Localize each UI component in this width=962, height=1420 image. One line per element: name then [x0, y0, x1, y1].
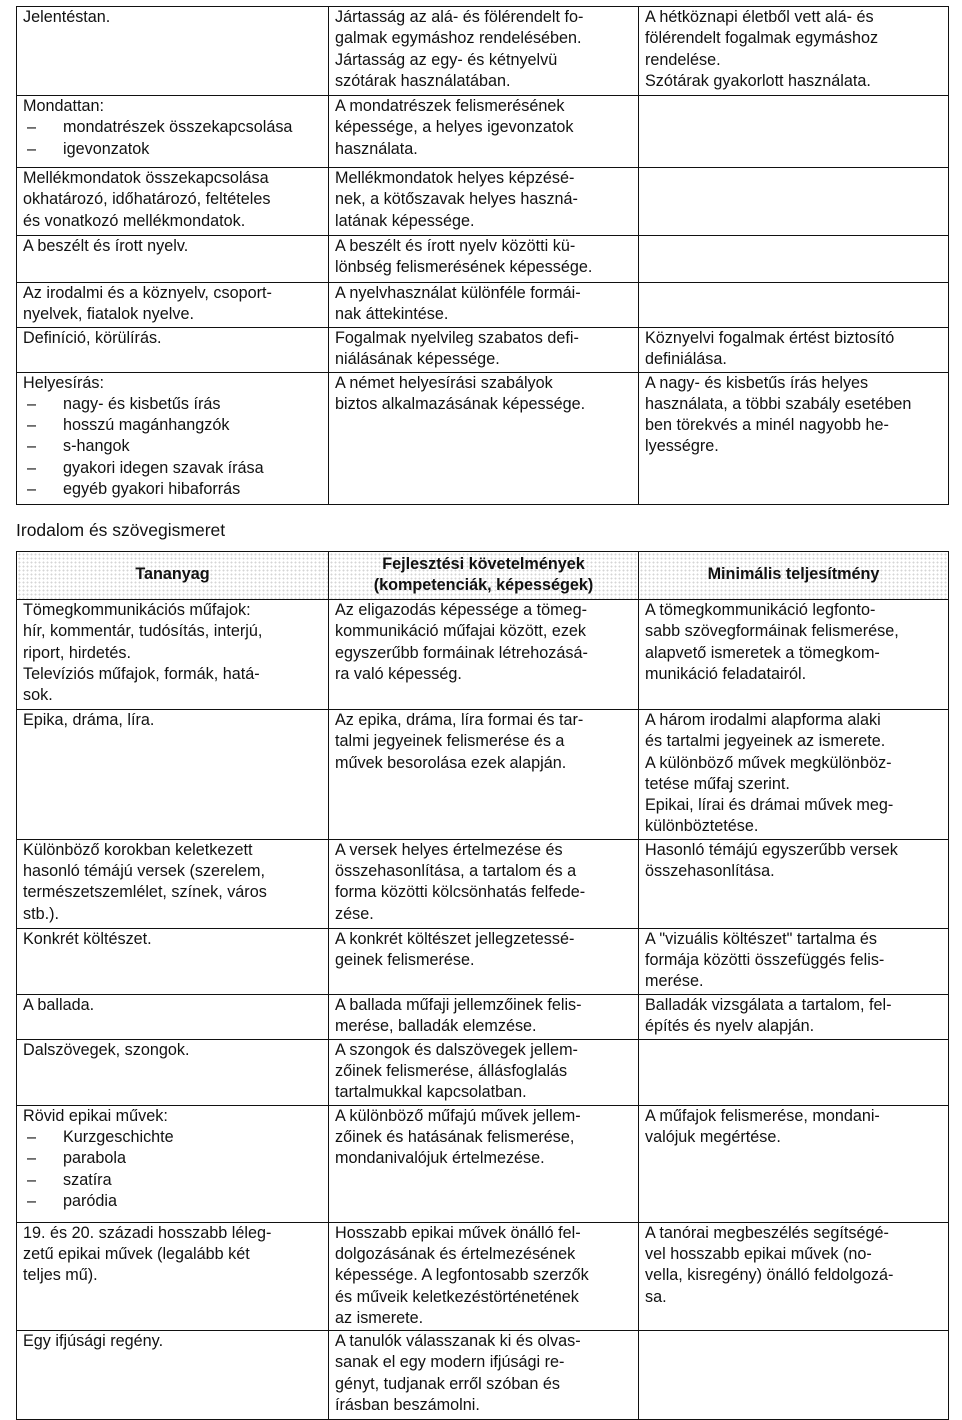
- cell-text-line: használata, a többi szabály esetében: [645, 394, 912, 413]
- cell-text-line: A beszélt és írott nyelv.: [23, 237, 189, 255]
- cell-text-line: Dalszövegek, szongok.: [23, 1040, 190, 1059]
- minimum-cell: [639, 168, 949, 236]
- topic-cell: [17, 327, 329, 372]
- cell-text-line: A konkrét költészet jellegzetessé-: [335, 929, 575, 948]
- table-row: [17, 1039, 949, 1105]
- minimum-cell: [639, 1105, 949, 1222]
- list-item-text: nagy- és kisbetűs írás: [63, 394, 221, 413]
- header-row: [17, 552, 949, 600]
- cell-text-line: zőinek felismerése, állásfoglalás: [335, 1062, 568, 1081]
- topic-cell: [17, 1331, 329, 1420]
- cell-text-line: Mellékmondatok összekapcsolása: [23, 169, 269, 187]
- cell-text-line: merése, balladák elemzése.: [335, 1017, 537, 1036]
- cell-text-line: Tömegkommunikációs műfajok:: [23, 601, 251, 619]
- table-row: [17, 168, 949, 236]
- cell-text-line: sa.: [645, 1287, 667, 1306]
- header-minimalis-teljesitmeny: [639, 552, 949, 600]
- list-item-text: paródia: [63, 1191, 118, 1210]
- table-row: [17, 928, 949, 994]
- minimum-cell: [639, 236, 949, 283]
- dash-bullet-icon: –: [27, 394, 37, 413]
- minimum-cell: [639, 327, 949, 372]
- literature-table-body: [17, 600, 949, 1420]
- cell-text-line: szótárak használatában.: [335, 71, 511, 90]
- cell-text-line: niálásának képessége.: [335, 349, 500, 368]
- list-item: [23, 394, 322, 415]
- topic-cell: [17, 7, 329, 96]
- list-item-text: egyéb gyakori hibaforrás: [63, 480, 241, 499]
- cell-text-line: A német helyesírási szabályok: [335, 373, 553, 392]
- table-row: [17, 96, 949, 168]
- table-row: [17, 283, 949, 328]
- cell-text-line: biztos alkalmazásának képessége.: [335, 394, 586, 413]
- minimum-cell: [639, 7, 949, 96]
- requirements-cell: [329, 928, 639, 994]
- cell-text-line: munikáció feladatairól.: [645, 664, 807, 683]
- cell-text-line: latának képessége.: [335, 211, 475, 230]
- cell-text-line: összehasonlítása.: [645, 862, 775, 881]
- literature-table: [16, 551, 949, 1420]
- list-item-text: szatíra: [63, 1170, 112, 1189]
- topic-cell: [17, 283, 329, 328]
- section-heading: Irodalom és szövegismeret: [16, 520, 226, 540]
- cell-text-line: vella, kisregény) önálló feldolgozá-: [645, 1266, 894, 1285]
- list-item-text: parabola: [63, 1149, 127, 1168]
- cell-text-line: lyességre.: [645, 437, 719, 456]
- table-row: [17, 839, 949, 928]
- header-line: (kompetenciák, képességek): [373, 576, 594, 594]
- list-item: [23, 1127, 322, 1148]
- table-row: [17, 1331, 949, 1420]
- cell-text-line: képessége. A legfontosabb szerzők: [335, 1266, 589, 1285]
- cell-text-line: A különböző művek megkülönböz-: [645, 753, 892, 772]
- header-line: Minimális teljesítmény: [707, 565, 880, 584]
- cell-text-line: írásban beszámolni.: [335, 1396, 480, 1415]
- cell-text-line: művek besorolása ezek alapján.: [335, 753, 567, 772]
- cell-text-line: stb.).: [23, 904, 59, 923]
- header-fejlesztesi-kovetelmenyek: [329, 552, 639, 600]
- cell-text-line: merése.: [645, 972, 704, 991]
- cell-text-line: Balladák vizsgálata a tartalom, fel-: [645, 995, 892, 1014]
- language-table: [16, 6, 949, 505]
- topic-cell: [17, 994, 329, 1039]
- cell-text-line: egyszerűbb formáinak létrehozásá-: [335, 643, 588, 662]
- list-item-text: gyakori idegen szavak írása: [63, 458, 264, 477]
- cell-text-line: ben törekvés a minél nagyobb he-: [645, 416, 889, 435]
- cell-text-line: Szótárak gyakorlott használata.: [645, 71, 871, 90]
- cell-text-line: Az eligazodás képessége a tömeg-: [335, 601, 587, 619]
- cell-text-line: okhatározó, időhatározó, feltételes: [23, 190, 271, 209]
- dash-bullet-icon: –: [27, 1170, 37, 1189]
- requirements-cell: [329, 1105, 639, 1222]
- cell-text-line: Mellékmondatok helyes képzésé-: [335, 169, 575, 187]
- cell-text-line: és vonatkozó mellékmondatok.: [23, 211, 246, 230]
- table-row: [17, 994, 949, 1039]
- topic-cell: [17, 96, 329, 168]
- requirements-cell: [329, 236, 639, 283]
- list-item-text: Kurzgeschichte: [63, 1127, 174, 1146]
- list-item: [23, 1148, 322, 1169]
- cell-text-line: mondanivalójuk értelmezése.: [335, 1149, 545, 1168]
- minimum-cell: [639, 1222, 949, 1330]
- cell-text-line: galmak egymáshoz rendelésében.: [335, 29, 582, 48]
- cell-text-line: képessége, a helyes igevonzatok: [335, 118, 574, 137]
- cell-text-line: A beszélt és írott nyelv közötti kü-: [335, 237, 576, 255]
- header-line: Fejlesztési követelmények: [382, 554, 585, 573]
- cell-text-line: kommunikáció műfajai között, ezek: [335, 622, 587, 641]
- cell-text-line: Egy ifjúsági regény.: [23, 1332, 164, 1351]
- cell-text-line: Konkrét költészet.: [23, 929, 152, 948]
- header-tananyag: [17, 552, 329, 600]
- requirements-cell: [329, 372, 639, 504]
- cell-text-line: Az epika, dráma, líra formai és tar-: [335, 711, 584, 729]
- table-row: [17, 236, 949, 283]
- cell-text-line: Hasonló témájú egyszerűbb versek: [645, 840, 898, 859]
- requirements-cell: [329, 283, 639, 328]
- requirements-cell: [329, 994, 639, 1039]
- list-item: [23, 1170, 322, 1191]
- table-row: [17, 372, 949, 504]
- minimum-cell: [639, 1331, 949, 1420]
- cell-text-line: rendelése.: [645, 50, 721, 69]
- literature-table-header: [17, 552, 949, 600]
- list-item: [23, 436, 322, 457]
- topic-cell: [17, 372, 329, 504]
- cell-text-line: A három irodalmi alapforma alaki: [645, 711, 881, 729]
- minimum-cell: [639, 283, 949, 328]
- cell-text-line: A ballada.: [23, 995, 95, 1014]
- minimum-cell: [639, 600, 949, 710]
- cell-text-line: zése.: [335, 904, 374, 923]
- cell-text-line: Epika, dráma, líra.: [23, 711, 155, 729]
- topic-cell: [17, 1105, 329, 1222]
- table-row: [17, 1105, 949, 1222]
- cell-text-line: Epikai, lírai és drámai művek meg-: [645, 796, 894, 815]
- dash-bullet-icon: –: [27, 416, 37, 435]
- table-row: [17, 600, 949, 710]
- cell-text-line: tetése műfaj szerint.: [645, 774, 790, 793]
- dash-bullet-icon: –: [27, 1149, 37, 1168]
- dash-bullet-icon: –: [27, 1127, 37, 1146]
- cell-text-line: dolgozásának és értelmezésének: [335, 1244, 576, 1263]
- cell-text-line: Jártasság az egy- és kétnyelvü: [335, 50, 558, 69]
- table-row: [17, 1222, 949, 1330]
- requirements-cell: [329, 1331, 639, 1420]
- cell-text-line: természetszemlélet, színek, város: [23, 883, 267, 902]
- list-item-text: s-hangok: [63, 437, 130, 456]
- cell-text-line: összehasonlítása, a tartalom és a: [335, 862, 577, 881]
- dash-bullet-icon: –: [27, 139, 37, 158]
- header-line: Tananyag: [135, 565, 210, 584]
- cell-text-line: A műfajok felismerése, mondani-: [645, 1106, 880, 1125]
- list-item: [23, 117, 322, 138]
- cell-text-line: Definíció, körülírás.: [23, 328, 162, 347]
- cell-text-line: A tömegkommunikáció legfonto-: [645, 601, 876, 619]
- cell-text-line: Rövid epikai művek:: [23, 1106, 168, 1125]
- cell-text-line: zőinek és hatásának felismerése,: [335, 1127, 575, 1146]
- cell-text-line: Mondattan:: [23, 97, 104, 115]
- topic-cell: [17, 168, 329, 236]
- cell-text-line: Az irodalmi és a köznyelv, csoport-: [23, 284, 272, 302]
- cell-text-line: nak áttekintése.: [335, 305, 449, 324]
- requirements-cell: [329, 168, 639, 236]
- language-table-body: [17, 7, 949, 505]
- cell-text-line: teljes mű).: [23, 1266, 98, 1285]
- topic-cell: [17, 710, 329, 840]
- cell-text-line: ra való képesség.: [335, 664, 462, 683]
- requirements-cell: [329, 839, 639, 928]
- cell-text-line: nyelvek, fiatalok nyelve.: [23, 305, 194, 324]
- list-item: [23, 458, 322, 479]
- cell-text-line: A tanórai megbeszélés segítségé-: [645, 1223, 889, 1242]
- cell-text-line: és műveik keletkezéstörténetének: [335, 1287, 579, 1306]
- topic-cell: [17, 928, 329, 994]
- cell-text-line: A hétköznapi életből vett alá- és: [645, 8, 874, 26]
- minimum-cell: [639, 1039, 949, 1105]
- cell-text-line: használata.: [335, 139, 418, 158]
- topic-cell: [17, 236, 329, 283]
- cell-text-line: lönbség felismerésének képessége.: [335, 258, 593, 277]
- topic-cell: [17, 839, 329, 928]
- minimum-cell: [639, 96, 949, 168]
- cell-text-line: hasonló témájú versek (szerelem,: [23, 862, 266, 881]
- topic-cell: [17, 1039, 329, 1105]
- list-item: [23, 1191, 322, 1212]
- dash-bullet-icon: –: [27, 458, 37, 477]
- cell-text-line: zetű epikai művek (legalább két: [23, 1244, 250, 1263]
- cell-text-line: 19. és 20. századi hosszabb léleg-: [23, 1223, 272, 1242]
- cell-text-line: Hosszabb epikai művek önálló fel-: [335, 1223, 581, 1242]
- cell-text-line: forma közötti kölcsönhatás felfede-: [335, 883, 586, 902]
- cell-text-line: tartalmukkal kapcsolatban.: [335, 1083, 527, 1102]
- cell-text-line: gényt, tudjanak erről szóban és: [335, 1374, 560, 1393]
- table-row: [17, 710, 949, 840]
- cell-text-line: A tanulók válasszanak ki és olvas-: [335, 1332, 581, 1351]
- requirements-cell: [329, 96, 639, 168]
- requirements-cell: [329, 1222, 639, 1330]
- cell-text-line: és tartalmi jegyeinek az ismerete.: [645, 732, 886, 751]
- list-item-text: mondatrészek összekapcsolása: [63, 118, 293, 137]
- cell-text-line: A szongok és dalszövegek jellem-: [335, 1040, 578, 1059]
- requirements-cell: [329, 600, 639, 710]
- cell-text-line: A "vizuális költészet" tartalma és: [645, 929, 877, 948]
- requirements-cell: [329, 7, 639, 96]
- cell-text-line: A nyelvhasználat különféle formái-: [335, 284, 581, 302]
- topic-cell: [17, 600, 329, 710]
- cell-text-line: az ismerete.: [335, 1308, 424, 1327]
- cell-text-line: sanak el egy modern ifjúsági re-: [335, 1353, 565, 1372]
- cell-text-line: A ballada műfaji jellemzőinek felis-: [335, 995, 582, 1014]
- requirements-cell: [329, 1039, 639, 1105]
- table-row: [17, 327, 949, 372]
- cell-text-line: Televíziós műfajok, formák, hatá-: [23, 664, 260, 683]
- dash-bullet-icon: –: [27, 118, 37, 137]
- cell-text-line: Fogalmak nyelvileg szabatos defi-: [335, 328, 579, 347]
- cell-text-line: A mondatrészek felismerésének: [335, 97, 565, 115]
- list-item: [23, 415, 322, 436]
- cell-text-line: sabb szövegformáinak felismerése,: [645, 622, 899, 641]
- cell-text-line: hír, kommentár, tudósítás, interjú,: [23, 622, 263, 641]
- dash-bullet-icon: –: [27, 437, 37, 456]
- topic-cell: [17, 1222, 329, 1330]
- cell-text-line: Különböző korokban keletkezett: [23, 840, 253, 859]
- requirements-cell: [329, 710, 639, 840]
- cell-text-line: A versek helyes értelmezése és: [335, 840, 563, 859]
- cell-text-line: formája közötti összefüggés felis-: [645, 951, 885, 970]
- minimum-cell: [639, 710, 949, 840]
- cell-text-line: vel hosszabb epikai művek (no-: [645, 1244, 872, 1263]
- cell-text-line: talmi jegyeinek felismerése és a: [335, 732, 565, 751]
- cell-text-line: riport, hirdetés.: [23, 643, 131, 662]
- cell-text-line: geinek felismerése.: [335, 951, 475, 970]
- requirements-cell: [329, 327, 639, 372]
- cell-text-line: definiálása.: [645, 349, 727, 368]
- cell-text-line: fölérendelt fogalmak egymáshoz: [645, 29, 879, 48]
- list-item: [23, 479, 322, 500]
- cell-text-line: különböztetése.: [645, 817, 759, 836]
- minimum-cell: [639, 839, 949, 928]
- table-row: [17, 7, 949, 96]
- cell-text-line: építés és nyelv alapján.: [645, 1017, 815, 1036]
- dash-bullet-icon: –: [27, 1191, 37, 1210]
- list-item-text: igevonzatok: [63, 139, 150, 158]
- cell-text-line: Helyesírás:: [23, 373, 104, 392]
- cell-text-line: alapvető ismeretek a tömegkom-: [645, 643, 880, 662]
- cell-text-line: Jártasság az alá- és fölérendelt fo-: [335, 8, 584, 26]
- minimum-cell: [639, 994, 949, 1039]
- cell-text-line: Köznyelvi fogalmak értést biztosító: [645, 328, 895, 347]
- cell-text-line: nek, a kötőszavak helyes haszná-: [335, 190, 578, 209]
- cell-text-line: valójuk megértése.: [645, 1127, 781, 1146]
- dash-bullet-icon: –: [27, 480, 37, 499]
- cell-text-line: sok.: [23, 686, 53, 705]
- minimum-cell: [639, 928, 949, 994]
- list-item-text: hosszú magánhangzók: [63, 416, 230, 435]
- list-item: [23, 139, 322, 160]
- cell-text-line: A különböző műfajú művek jellem-: [335, 1106, 581, 1125]
- minimum-cell: [639, 372, 949, 504]
- cell-text-line: A nagy- és kisbetűs írás helyes: [645, 373, 869, 392]
- cell-text-line: Jelentéstan.: [23, 8, 111, 26]
